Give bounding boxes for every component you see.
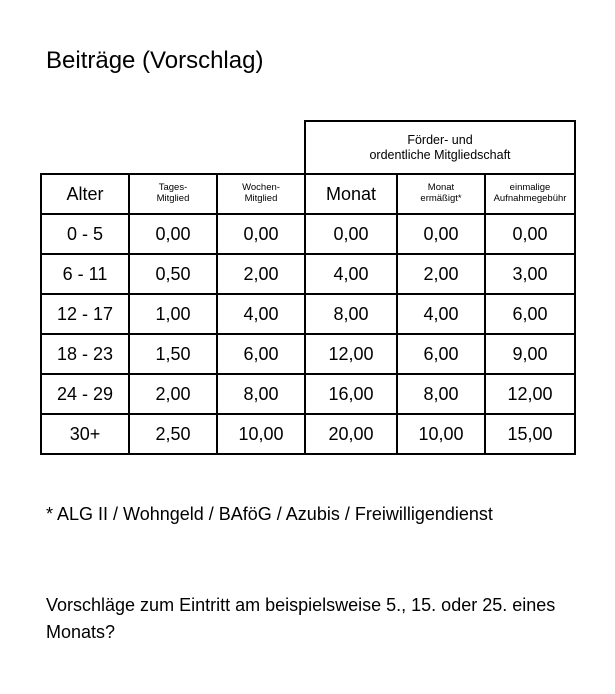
cell-age: 24 - 29 [40,373,128,413]
cell-monat: 8,00 [304,293,396,333]
cell-wochen: 10,00 [216,413,304,455]
cell-ermaessigt: 2,00 [396,253,484,293]
cell-aufnahme: 15,00 [484,413,576,455]
cell-monat: 4,00 [304,253,396,293]
cell-tages: 0,00 [128,213,216,253]
group-header-line1: Förder- und [407,133,473,148]
table-row [40,333,576,373]
header-monat: Monat [304,173,396,213]
header-tages-line2: Mitglied [156,193,190,204]
cell-ermaessigt: 0,00 [396,213,484,253]
cell-aufnahme: 12,00 [484,373,576,413]
cell-tages: 1,00 [128,293,216,333]
fee-table [40,120,576,455]
cell-wochen: 6,00 [216,333,304,373]
cell-aufnahme: 9,00 [484,333,576,373]
table-row [40,293,576,333]
header-alter: Alter [40,173,128,213]
page-title: Beiträge (Vorschlag) [46,47,264,74]
cell-wochen: 2,00 [216,253,304,293]
cell-monat: 20,00 [304,413,396,455]
table-row [40,213,576,253]
header-aufnahme-line2: Aufnahmegebühr [493,193,567,204]
group-header-membership [304,120,576,173]
cell-ermaessigt: 6,00 [396,333,484,373]
cell-monat: 12,00 [304,333,396,373]
cell-tages: 0,50 [128,253,216,293]
cell-aufnahme: 3,00 [484,253,576,293]
group-header-row [40,120,576,173]
header-wochen-line1: Wochen- [242,182,280,194]
cell-monat: 16,00 [304,373,396,413]
cell-age: 12 - 17 [40,293,128,333]
cell-age: 6 - 11 [40,253,128,293]
header-aufnahme-line1: einmalige [509,182,551,194]
cell-ermaessigt: 10,00 [396,413,484,455]
header-wochen-mitglied [216,173,304,213]
footnote: * ALG II / Wohngeld / BAföG / Azubis / Freiwilligendienst [46,504,493,524]
table-row [40,253,576,293]
cell-tages: 2,00 [128,373,216,413]
header-aufnahmegebuehr [484,173,576,213]
cell-wochen: 4,00 [216,293,304,333]
header-monat-ermaessigt [396,173,484,213]
cell-age: 0 - 5 [40,213,128,253]
cell-aufnahme: 0,00 [484,213,576,253]
header-ermaessigt-line2: ermäßigt* [420,193,462,204]
cell-monat: 0,00 [304,213,396,253]
cell-ermaessigt: 8,00 [396,373,484,413]
cell-aufnahme: 6,00 [484,293,576,333]
cell-wochen: 8,00 [216,373,304,413]
group-header-line2: ordentliche Mitgliedschaft [369,147,511,162]
cell-tages: 2,50 [128,413,216,455]
proposal-question: Vorschläge zum Eintritt am beispielsweise 5., 15. oder 25. eines Monats? [46,595,556,642]
cell-age: 30+ [40,413,128,455]
header-ermaessigt-line1: Monat [427,182,455,194]
table-row [40,373,576,413]
header-wochen-line2: Mitglied [244,193,278,204]
column-header-row [40,173,576,213]
cell-wochen: 0,00 [216,213,304,253]
cell-ermaessigt: 4,00 [396,293,484,333]
table-row [40,413,576,455]
header-tages-mitglied [128,173,216,213]
cell-tages: 1,50 [128,333,216,373]
header-tages-line1: Tages- [158,182,188,194]
cell-age: 18 - 23 [40,333,128,373]
